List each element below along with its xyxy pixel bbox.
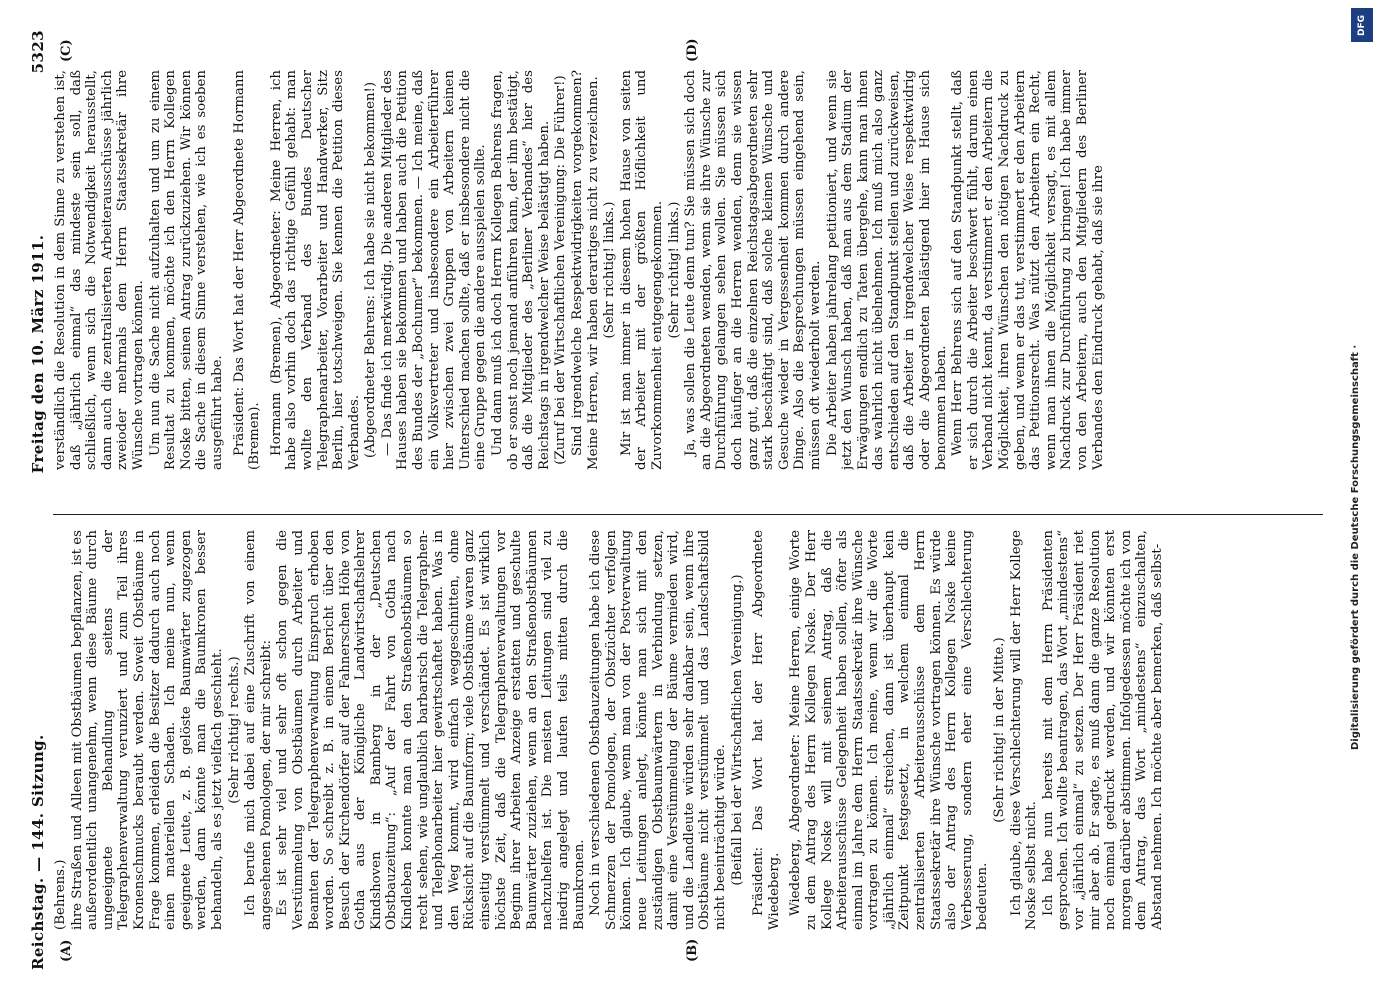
paragraph: ihre Straßen und Alleen mit Obstbäumen bepflanzen, ist es außerordentlich unangenehm, wenn diese Bäume durch ungeeignete Behandlung seitens der Telegraphenverwaltung verunziert und zum Teil ihres Kronenschmucks beraubt werden. Soweit Obstbäume in Frage kommen, erleiden die Besitzer dadurch auch noch einen materiellen Schaden. Ich meine nun, wenn geeignete Leute, z. B. gelöste Baumwärter zugezogen werden, dann könnte man die Baumkronen besser behandeln, als es jetzt vielfach geschieht. [69, 530, 225, 930]
speech-paragraph: Wiedeberg, Abgeordneter: Meine Herren, einige Worte zu dem Antrag des Herrn Kollegen Noske. Der Herr Kollege Noske will mit seinem Antrag, daß die Arbeiterausschüsse Gelegenheit haben sollen, öfter als einmal im Jahre dem Herrn Staatssekretär ihre Wünsche vortragen zu können. Ich meine, wenn wir die Worte „jährlich einmal“ streichen, dann ist überhaupt kein Zeitpunkt festgesetzt, in welchem einmal die zentralisierten Arbeiterausschüsse dem Herrn Staatssekretär ihre Wünsche vortragen können. Es würde also der Antrag des Herrn Kollegen Noske keine Verbesserung, sondern eher eine Verschlechterung bedeuten. [788, 530, 991, 930]
interjection: (Sehr richtig! links.) [602, 201, 618, 339]
interjection: (Abgeordneter Behrens: Ich habe sie nicht bekommen!) [363, 81, 379, 459]
paragraph: Noch in verschiedenen Obstbauzeitungen habe ich diese Schmerzen der Pomologen, der Obstzüchter verfolgen können. Ich glaube, wenn man von der Postverwaltung neue Leitungen anlegt, könnte man sich mit den zuständigen Obstbaumwärtern in Verbindung setzen, damit eine Verstümmelung der Bäume vermieden wird, und die Landleute würden sehr dankbar sein, wenn ihre Obstbäume nicht verstümmelt und das Landschaftsbild nicht beeinträchtigt würde. [588, 530, 728, 930]
dfg-logo: DFG [1351, 8, 1373, 42]
credit-text: Digitalisierung gefördert durch die Deutsche Forschungsgemeinschaft · [1350, 344, 1361, 750]
interjection: (Zuruf bei der Wirtschaftlichen Vereinigung: Die Führer!) [553, 75, 569, 465]
interjection: (Beifall bei der Wirtschaftlichen Vereinigung.) [729, 574, 745, 886]
interjection: (Sehr richtig! links.) [666, 201, 682, 339]
quotation: Es ist sehr viel und sehr oft schon gegen die Verstümmelung von Obstbäumen durch Arbeiter und Beamten der Telegraphenverwaltung Einspruch erhoben worden. So schreibt z. B. in einem Bericht über den Besuch der Kirchendörfer auf der Fahnerschen Höhe von Gotha aus der Königliche Landwirtschaftslehrer Kindshoven in Bamberg in der „Deutschen Obstbauzeitung“: „Auf der Fahrt von Gotha nach Kindleben konnte man an den Straßenobstbäumen so recht sehen, wie unglaublich barbarisch die Telegraphen- und Telephonarbeiter hier gewirtschaftet haben. Was in den Weg kommt, wird einfach weggeschnitten, ohne Rücksicht auf die Baumform; viele Obstbäume waren ganz einseitig verstümmelt und verschändet. Es ist wirklich höchste Zeit, daß die Telegraphenverwaltungen vor Beginn ihrer Arbeiten Anzeige erstatten und geschulte Baumwärter zuziehen, wenn an den Straßenobstbäumen nachzuhelfen ist. Die meisten Leitungen sind viel zu niedrig angelegt und laufen teils mitten durch die Baumkronen. [275, 530, 587, 930]
margin-marker-b: (B) [685, 938, 700, 962]
digitization-credit [1348, 8, 1378, 988]
column-divider [53, 514, 1323, 515]
interjection: (Sehr richtig! in der Mitte.) [992, 637, 1008, 823]
paragraph: Um nun die Sache nicht aufzuhalten und um zu einem Resultat zu kommen, möchte ich den Herrn Kollegen Noske bitten, seinen Antrag zurückzuziehen. Wir können die Sache in diesem Sinne verstehen, wie ich es soeben ausgeführt habe. [147, 70, 225, 470]
paragraph: Mir ist man immer in diesem hohen Hause von seiten der Arbeiter mit der größten Höflichkeit und Zuvorkommenheit entgegengekommen. [618, 70, 665, 470]
paragraph: Ich berufe mich dabei auf eine Zuschrift von einem angesehenen Pomologen, der mir schreibt: [243, 530, 274, 930]
margin-marker-d: (D) [685, 38, 700, 62]
paragraph: Ja, was sollen die Leute denn tun? Sie müssen sich doch an die Abgeordneten wenden, wenn sie ihre Wünsche zur Durchführung gelangen sehen wollen. Sie müssen sich doch häufiger an die Herren wenden, denn sie wissen ganz gut, daß die einzelnen Reichstagsabgeordneten sehr stark beschäftigt sind, daß solche kleinen Wünsche und Gesuche wieder in Vergessenheit kommen durch andere Dinge. Also die Besprechungen müssen eingehend sein, müssen oft wiederholt werden. [683, 70, 823, 470]
paragraph: Ich habe nun bereits mit dem Herrn Präsidenten gesprochen. Ich wollte beantragen, das Wort „mindestens“ vor „jährlich einmal“ zu setzen. Der Herr Präsident riet mir aber ab. Er sagte, es muß dann die ganze Resolution noch einmal gedruckt werden, und wir könnten erst morgen darüber abstimmen. Infolgedessen möchte ich von dem Antrag, das Wort „mindestens“ einzuschalten, Abstand nehmen. Ich möchte aber bemerken, daß selbst- [1040, 530, 1165, 930]
speech-paragraph: Hormann (Bremen), Abgeordneter: Meine Herren, ich habe also vorhin doch das richtige Gefühl gehabt: man wollte den Verband des Bundes Deutscher Telegraphenarbeiter, Vorarbeiter und Handwerker, Sitz Berlin, hier totschweigen. Sie kennen die Petition dieses Verbandes. [268, 70, 362, 470]
paragraph: Die Arbeiter haben jahrelang petitioniert, und wenn sie jetzt den Wunsch haben, daß man aus dem Stadium der Erwägungen endlich zu Taten übergehe, kann man ihnen das wahrlich nicht übelnehmen. Ich muß mich also ganz entschieden auf den Standpunkt stellen und zurückweisen, daß die Arbeiter in irgendwelcher Weise respektwidrig oder die Abgeordneten belästigend hier im Hause sich benommen haben. [824, 70, 949, 470]
left-column [53, 530, 1318, 930]
header-date: Freitag den 10. März 1911. [29, 234, 47, 474]
president-statement: Präsident: Das Wort hat der Herr Abgeordnete Wiedeberg. [751, 530, 782, 930]
paragraph: verständlich die Resolution in dem Sinne zu verstehen ist, daß „jährlich einmal“ das mindeste sein soll, daß schließlich, wenn sich die Notwendigkeit herausstellt, dann auch die zentralisierten Arbeiterausschüsse jährlich zweioder mehrmals dem Herrn Staatssekretär ihre Wünsche vortragen können. [53, 70, 146, 470]
interjection: (Sehr richtig! rechts.) [226, 656, 242, 804]
paragraph: Und dann muß ich doch Herrn Kollegen Behrens fragen, ob er sonst noch jemand anführen kann, der ihm bestätigt, daß die Mitglieder des „Berliner Verbandes“ hier des Reichstags in irgendwelcher Weise belästigt haben. [490, 70, 552, 470]
paragraph: Sind irgendwelche Respektwidrigkeiten vorgekommen? Meine Herren, wir haben derartiges nicht zu verzeichnen. [570, 70, 601, 470]
document-page [25, 30, 1325, 970]
margin-marker-a: (A) [59, 939, 74, 962]
header-right-date [29, 30, 47, 473]
right-column [53, 70, 1318, 470]
paragraph: Ich glaube, diese Verschlechterung will der Herr Kollege Noske selbst nicht. [1008, 530, 1040, 930]
header-left-title: Reichstag. — 144. Sitzung. [29, 734, 47, 970]
page-number: 5323 [29, 30, 47, 74]
speaker-continuation: (Behrens.) [53, 859, 68, 930]
paragraph: — Das finde ich merkwürdig. Die anderen Mitglieder des Hauses haben sie bekommen und haben auch die Petition des Bundes der „Bochumer“ bekommen. — Ich meine, daß ein Volksvertreter und insbesondere ein Arbeiterführer hier zwischen zwei Gruppen von Arbeitern keinen Unterschied machen sollte, daß er insbesondere nicht die eine Gruppe gegen die andere ausspielen sollte. [379, 70, 489, 470]
president-statement: Präsident: Das Wort hat der Herr Abgeordnete Hormann (Bremen). [231, 70, 263, 470]
running-header [25, 30, 51, 970]
paragraph: Wenn Herr Behrens sich auf den Standpunkt stellt, daß er sich durch die Arbeiter beschwert fühlt, darum einen Verband nicht kennt, da verstimmert er den Arbeitern die Möglichkeit, ihren Wünschen den nötigen Nachdruck zu geben, und wenn er das tut, verstimmert er den Arbeitern das Petitionsrecht. Was nützt den Arbeitern ein Recht, wenn man ihnen die Möglichkeit versagt, es mit allem Nachdruck zur Durchführung zu bringen! Ich habe immer von den Arbeitern, auch den Mitgliedern des Berliner Verbandes den Eindruck gehabt, daß sie ihre [950, 70, 1106, 470]
margin-marker-c: (C) [59, 39, 74, 62]
